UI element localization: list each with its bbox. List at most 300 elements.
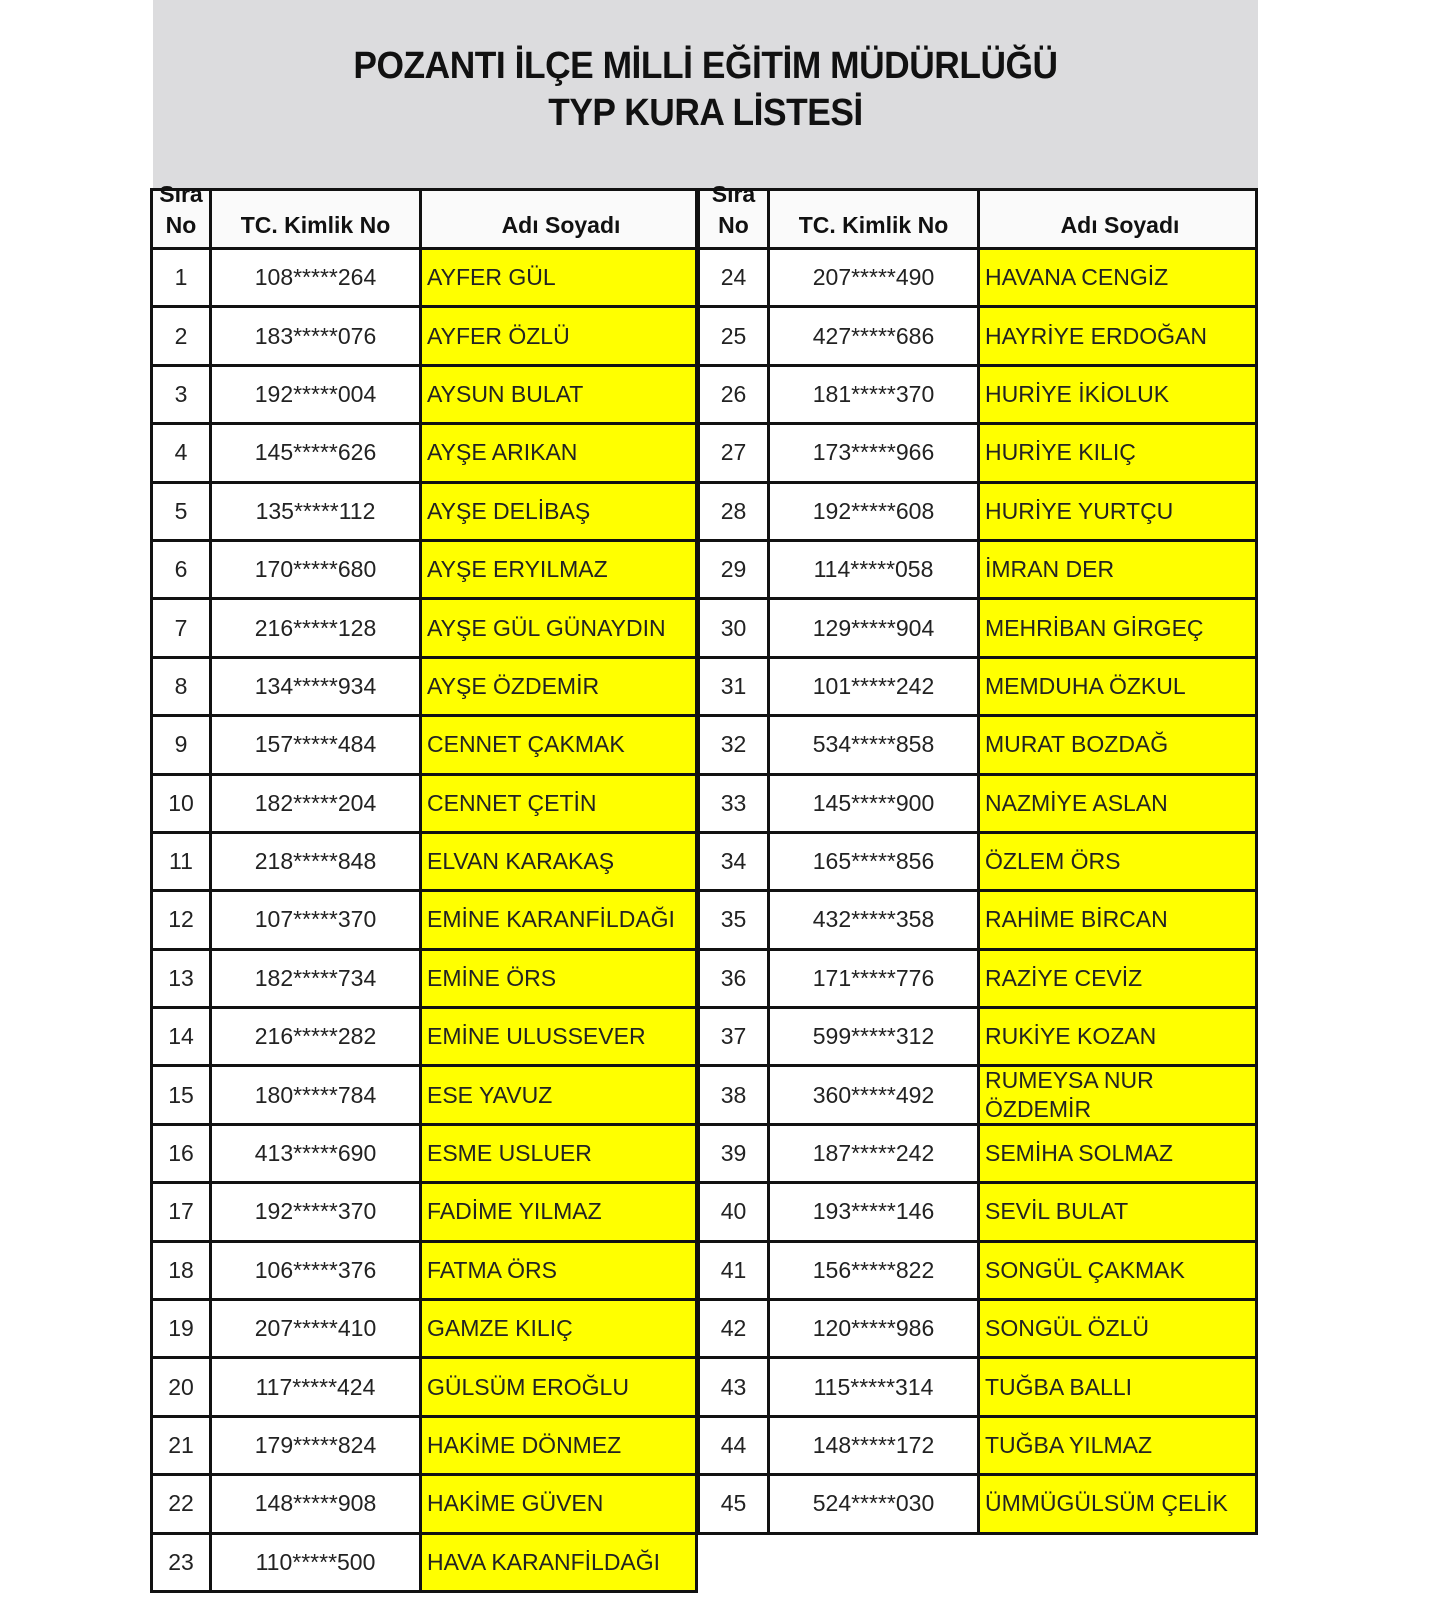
cell-adi-soyadi-text: MURAT BOZDAĞ <box>985 731 1169 758</box>
cell-adi-soyadi <box>422 951 698 1006</box>
cell-tc-kimlik-no-text: 134*****934 <box>254 672 377 699</box>
cell-tc-kimlik-no-text: 145*****900 <box>812 789 935 816</box>
column-header-sira-no <box>150 181 212 247</box>
cell-adi-soyadi <box>980 484 1258 539</box>
cell-tc-kimlik-no <box>212 717 422 772</box>
cell-adi-soyadi <box>422 834 698 889</box>
cell-sira-no-text: 30 <box>720 614 747 641</box>
cell-tc-kimlik-no <box>212 1418 422 1473</box>
cell-tc-kimlik-no <box>212 1126 422 1181</box>
cell-sira-no <box>697 542 770 597</box>
table-row <box>150 1243 698 1301</box>
cell-adi-soyadi <box>980 659 1258 714</box>
cell-adi-soyadi <box>422 367 698 422</box>
cell-tc-kimlik-no-text: 173*****966 <box>812 439 935 466</box>
table-row <box>150 367 698 425</box>
cell-sira-no-text: 3 <box>174 380 188 407</box>
table-row <box>150 659 698 717</box>
cell-tc-kimlik-no-text: 107*****370 <box>254 906 377 933</box>
header-sira-line2: No <box>718 212 749 238</box>
cell-sira-no-text: 42 <box>720 1315 747 1342</box>
cell-adi-soyadi <box>980 951 1258 1006</box>
cell-sira-no-text: 43 <box>720 1373 747 1400</box>
cell-adi-soyadi <box>422 1126 698 1181</box>
cell-adi-soyadi <box>422 1359 698 1414</box>
cell-tc-kimlik-no-text: 207*****410 <box>254 1315 377 1342</box>
cell-sira-no <box>150 892 212 947</box>
cell-adi-soyadi-text: HAKİME DÖNMEZ <box>427 1432 622 1458</box>
cell-tc-kimlik-no <box>212 308 422 363</box>
cell-sira-no <box>150 1243 212 1298</box>
cell-adi-soyadi-text: CENNET ÇETİN <box>427 789 597 816</box>
cell-adi-soyadi <box>980 776 1258 831</box>
document-header <box>153 0 1258 188</box>
cell-sira-no-text: 13 <box>168 964 194 991</box>
cell-adi-soyadi <box>980 1301 1258 1356</box>
cell-tc-kimlik-no-text: 165*****856 <box>812 848 935 875</box>
cell-tc-kimlik-no <box>212 542 422 597</box>
cell-tc-kimlik-no-text: 117*****424 <box>255 1373 376 1400</box>
cell-tc-kimlik-no <box>770 834 980 889</box>
cell-sira-no-text: 28 <box>720 497 747 524</box>
cell-adi-soyadi <box>980 892 1258 947</box>
cell-adi-soyadi <box>980 600 1258 655</box>
cell-tc-kimlik-no-text: 183*****076 <box>254 322 377 349</box>
cell-tc-kimlik-no <box>770 1126 980 1181</box>
cell-adi-soyadi-text: HAKİME GÜVEN <box>427 1490 604 1517</box>
cell-adi-soyadi-text: HAVANA CENGİZ <box>985 264 1169 291</box>
table-row <box>150 484 698 542</box>
cell-adi-soyadi <box>980 425 1258 480</box>
cell-tc-kimlik-no-text: 218*****848 <box>254 848 377 875</box>
table-row <box>150 425 698 483</box>
cell-adi-soyadi-text: RAZİYE CEVİZ <box>985 964 1143 991</box>
cell-tc-kimlik-no-text: 181*****370 <box>812 380 935 407</box>
cell-tc-kimlik-no-text: 216*****282 <box>254 1023 377 1050</box>
cell-adi-soyadi-text: NAZMİYE ASLAN <box>985 789 1168 816</box>
cell-tc-kimlik-no <box>212 367 422 422</box>
cell-sira-no <box>697 1184 770 1239</box>
cell-sira-no-text: 37 <box>720 1023 747 1050</box>
cell-tc-kimlik-no <box>770 250 980 305</box>
cell-sira-no-text: 19 <box>168 1315 194 1342</box>
document-title: POZANTI İLÇE MİLLİ EĞİTİM MÜDÜRLÜĞÜ <box>353 45 1058 87</box>
cell-adi-soyadi-text: SEVİL BULAT <box>985 1198 1129 1225</box>
cell-sira-no-text: 26 <box>720 380 747 407</box>
cell-tc-kimlik-no-text: 192*****608 <box>812 497 935 524</box>
cell-sira-no <box>150 425 212 480</box>
cell-tc-kimlik-no-text: 524*****030 <box>812 1490 935 1517</box>
cell-tc-kimlik-no-text: 108*****264 <box>254 264 377 291</box>
cell-adi-soyadi-text: HURİYE YURTÇU <box>985 497 1174 524</box>
cell-adi-soyadi-text: ÜMMÜGÜLSÜM ÇELİK <box>985 1490 1228 1517</box>
cell-tc-kimlik-no-text: 192*****004 <box>254 380 377 407</box>
cell-sira-no-text: 17 <box>168 1198 194 1225</box>
cell-adi-soyadi-text: SONGÜL ÖZLÜ <box>985 1315 1150 1342</box>
cell-adi-soyadi <box>980 250 1258 305</box>
cell-adi-soyadi-text: GAMZE KILIÇ <box>427 1315 573 1342</box>
table-row <box>697 484 1258 542</box>
table-row <box>697 600 1258 658</box>
cell-sira-no <box>150 600 212 655</box>
cell-sira-no-text: 1 <box>174 264 188 291</box>
cell-tc-kimlik-no <box>770 1067 980 1122</box>
cell-tc-kimlik-no <box>770 425 980 480</box>
cell-adi-soyadi <box>980 542 1258 597</box>
cell-sira-no <box>697 1243 770 1298</box>
cell-adi-soyadi-text: RUMEYSA NUR ÖZDEMİR <box>985 1067 1154 1123</box>
cell-sira-no-text: 9 <box>174 731 188 758</box>
cell-sira-no-text: 31 <box>720 672 747 699</box>
cell-sira-no-text: 10 <box>168 789 194 816</box>
cell-adi-soyadi <box>980 1067 1258 1122</box>
cell-adi-soyadi-text: RUKİYE KOZAN <box>985 1023 1157 1050</box>
cell-adi-soyadi-text: TUĞBA BALLI <box>985 1373 1133 1400</box>
cell-adi-soyadi <box>422 250 698 305</box>
cell-sira-no-text: 15 <box>168 1081 194 1108</box>
table-row <box>697 834 1258 892</box>
table-row <box>697 1067 1258 1125</box>
cell-adi-soyadi-text: AYŞE ÖZDEMİR <box>427 672 600 699</box>
cell-tc-kimlik-no-text: 192*****370 <box>254 1198 377 1225</box>
cell-tc-kimlik-no-text: 413*****690 <box>254 1140 377 1167</box>
header-sira-line1: Sıra <box>159 181 203 207</box>
cell-tc-kimlik-no-text: 110*****500 <box>255 1548 376 1575</box>
cell-adi-soyadi-text: AYŞE GÜL GÜNAYDIN <box>427 614 666 641</box>
cell-tc-kimlik-no <box>212 659 422 714</box>
cell-tc-kimlik-no-text: 180*****784 <box>254 1081 377 1108</box>
cell-adi-soyadi-text: HURİYE İKİOLUK <box>985 380 1170 407</box>
cell-tc-kimlik-no <box>212 484 422 539</box>
column-header-name: Adı Soyadı <box>422 191 698 247</box>
table-row <box>150 542 698 600</box>
cell-adi-soyadi <box>422 542 698 597</box>
cell-tc-kimlik-no-text: 170*****680 <box>254 556 377 583</box>
cell-adi-soyadi-text: ÖZLEM ÖRS <box>985 848 1121 875</box>
table-row <box>697 542 1258 600</box>
lottery-table-left <box>150 181 698 1593</box>
table-row <box>150 1476 698 1534</box>
cell-tc-kimlik-no-text: 427*****686 <box>812 322 935 349</box>
cell-adi-soyadi-text: FADİME YILMAZ <box>427 1198 602 1225</box>
cell-sira-no <box>697 834 770 889</box>
cell-adi-soyadi <box>422 308 698 363</box>
cell-tc-kimlik-no-text: 129*****904 <box>812 614 935 641</box>
cell-sira-no-text: 18 <box>168 1256 194 1283</box>
cell-tc-kimlik-no-text: 171*****776 <box>812 964 935 991</box>
cell-tc-kimlik-no <box>212 892 422 947</box>
cell-tc-kimlik-no <box>770 484 980 539</box>
cell-sira-no-text: 25 <box>720 322 747 349</box>
cell-tc-kimlik-no-text: 148*****172 <box>812 1432 935 1458</box>
table-row <box>150 250 698 308</box>
cell-adi-soyadi <box>980 1476 1258 1531</box>
cell-adi-soyadi-text: EMİNE ÖRS <box>427 964 557 991</box>
cell-tc-kimlik-no <box>770 1359 980 1414</box>
cell-adi-soyadi <box>422 425 698 480</box>
table-row <box>150 308 698 366</box>
cell-sira-no <box>150 250 212 305</box>
cell-tc-kimlik-no <box>212 834 422 889</box>
cell-sira-no <box>150 717 212 772</box>
cell-adi-soyadi <box>980 367 1258 422</box>
cell-sira-no <box>697 367 770 422</box>
cell-tc-kimlik-no-text: 114*****058 <box>813 556 934 583</box>
cell-sira-no <box>150 1476 212 1531</box>
cell-tc-kimlik-no <box>212 250 422 305</box>
cell-tc-kimlik-no <box>212 776 422 831</box>
cell-sira-no-text: 14 <box>168 1023 194 1050</box>
cell-tc-kimlik-no <box>212 1535 422 1590</box>
cell-sira-no-text: 34 <box>720 848 747 875</box>
cell-tc-kimlik-no <box>770 308 980 363</box>
cell-sira-no-text: 36 <box>720 964 747 991</box>
cell-sira-no <box>150 1418 212 1473</box>
cell-adi-soyadi <box>422 1476 698 1531</box>
cell-sira-no <box>697 776 770 831</box>
cell-adi-soyadi-text: AYFER GÜL <box>427 264 556 291</box>
table-row <box>150 1301 698 1359</box>
cell-tc-kimlik-no <box>770 542 980 597</box>
table-row <box>697 951 1258 1009</box>
table-row <box>150 1535 698 1593</box>
cell-adi-soyadi <box>980 1418 1258 1473</box>
cell-adi-soyadi-text: SEMİHA SOLMAZ <box>985 1140 1173 1167</box>
cell-adi-soyadi <box>980 1126 1258 1181</box>
cell-tc-kimlik-no-text: 534*****858 <box>812 731 935 758</box>
cell-sira-no-text: 5 <box>174 497 188 524</box>
cell-sira-no-text: 27 <box>720 439 747 466</box>
table-row <box>150 1184 698 1242</box>
cell-sira-no <box>697 308 770 363</box>
table-row <box>697 1126 1258 1184</box>
cell-adi-soyadi <box>422 1184 698 1239</box>
column-header-name: Adı Soyadı <box>980 191 1258 247</box>
cell-sira-no <box>150 484 212 539</box>
cell-sira-no-text: 38 <box>720 1081 747 1108</box>
cell-sira-no-text: 33 <box>720 789 747 816</box>
cell-tc-kimlik-no <box>212 951 422 1006</box>
cell-sira-no <box>150 776 212 831</box>
cell-sira-no <box>150 1184 212 1239</box>
cell-adi-soyadi-text: AYŞE ERYILMAZ <box>427 556 608 583</box>
table-row <box>697 1301 1258 1359</box>
table-row <box>697 776 1258 834</box>
cell-sira-no <box>697 951 770 1006</box>
cell-tc-kimlik-no <box>770 717 980 772</box>
column-header-tc: TC. Kimlik No <box>770 191 980 247</box>
cell-tc-kimlik-no-text: 432*****358 <box>812 906 935 933</box>
cell-adi-soyadi-text: FATMA ÖRS <box>427 1256 557 1283</box>
cell-adi-soyadi <box>422 1009 698 1064</box>
cell-adi-soyadi-text: AYFER ÖZLÜ <box>427 322 570 349</box>
cell-sira-no-text: 32 <box>720 731 747 758</box>
cell-tc-kimlik-no <box>770 892 980 947</box>
table-row <box>150 1126 698 1184</box>
cell-tc-kimlik-no <box>212 1067 422 1122</box>
table-row <box>697 659 1258 717</box>
cell-adi-soyadi <box>422 717 698 772</box>
cell-tc-kimlik-no <box>770 1243 980 1298</box>
cell-sira-no <box>150 834 212 889</box>
cell-sira-no <box>150 308 212 363</box>
cell-sira-no-text: 8 <box>174 672 188 699</box>
cell-adi-soyadi <box>422 1301 698 1356</box>
cell-tc-kimlik-no <box>770 776 980 831</box>
cell-tc-kimlik-no-text: 207*****490 <box>812 264 935 291</box>
table-row <box>697 250 1258 308</box>
table-row <box>697 367 1258 425</box>
cell-tc-kimlik-no-text: 157*****484 <box>254 731 377 758</box>
cell-sira-no-text: 23 <box>168 1548 194 1575</box>
cell-tc-kimlik-no-text: 182*****734 <box>254 964 377 991</box>
table-row <box>150 717 698 775</box>
table-row <box>697 1184 1258 1242</box>
cell-sira-no-text: 16 <box>168 1140 194 1167</box>
cell-sira-no-text: 44 <box>720 1432 747 1458</box>
cell-tc-kimlik-no-text: 360*****492 <box>812 1081 935 1108</box>
cell-adi-soyadi-text: ESME USLUER <box>427 1140 592 1167</box>
cell-sira-no-text: 20 <box>168 1373 194 1400</box>
table-row <box>150 892 698 950</box>
cell-sira-no <box>697 1067 770 1122</box>
cell-tc-kimlik-no-text: 187*****242 <box>812 1140 935 1167</box>
cell-adi-soyadi <box>980 1359 1258 1414</box>
table-row <box>697 892 1258 950</box>
cell-adi-soyadi <box>422 600 698 655</box>
cell-sira-no-text: 22 <box>168 1490 194 1517</box>
cell-adi-soyadi-text: AYSUN BULAT <box>427 380 584 407</box>
cell-sira-no <box>697 425 770 480</box>
cell-adi-soyadi <box>422 1067 698 1122</box>
cell-sira-no <box>150 1535 212 1590</box>
table-row <box>697 1243 1258 1301</box>
cell-adi-soyadi <box>980 1243 1258 1298</box>
cell-adi-soyadi-text: GÜLSÜM EROĞLU <box>427 1373 629 1400</box>
cell-tc-kimlik-no <box>212 1301 422 1356</box>
cell-sira-no-text: 39 <box>720 1140 747 1167</box>
cell-sira-no <box>150 542 212 597</box>
cell-adi-soyadi-text: HAVA KARANFİLDAĞI <box>427 1548 661 1575</box>
cell-sira-no <box>150 1009 212 1064</box>
table-row <box>150 776 698 834</box>
cell-adi-soyadi-text: TUĞBA YILMAZ <box>985 1432 1153 1458</box>
cell-adi-soyadi <box>422 776 698 831</box>
cell-sira-no <box>697 600 770 655</box>
table-header-row <box>697 181 1258 250</box>
cell-sira-no-text: 45 <box>720 1490 747 1517</box>
column-header-sira-no <box>697 181 770 247</box>
table-row <box>150 1359 698 1417</box>
cell-tc-kimlik-no <box>212 1243 422 1298</box>
cell-tc-kimlik-no-text: 115*****314 <box>813 1373 934 1400</box>
header-sira-line1: Sıra <box>711 181 756 207</box>
cell-adi-soyadi-text: EMİNE ULUSSEVER <box>427 1023 646 1050</box>
cell-sira-no-text: 21 <box>168 1432 194 1458</box>
cell-adi-soyadi <box>980 1184 1258 1239</box>
cell-adi-soyadi <box>422 892 698 947</box>
document-subtitle: TYP KURA LİSTESİ <box>548 92 863 134</box>
cell-tc-kimlik-no-text: 101*****242 <box>812 672 935 699</box>
cell-adi-soyadi-text: AYŞE DELİBAŞ <box>427 497 591 524</box>
cell-adi-soyadi-text: EMİNE KARANFİLDAĞI <box>427 906 675 933</box>
cell-sira-no <box>697 484 770 539</box>
cell-adi-soyadi-text: ESE YAVUZ <box>427 1081 553 1108</box>
cell-tc-kimlik-no <box>212 1184 422 1239</box>
cell-sira-no <box>150 1067 212 1122</box>
cell-sira-no <box>697 1476 770 1531</box>
cell-tc-kimlik-no <box>770 1418 980 1473</box>
cell-adi-soyadi <box>980 834 1258 889</box>
cell-tc-kimlik-no <box>770 951 980 1006</box>
cell-sira-no <box>697 659 770 714</box>
table-row <box>150 834 698 892</box>
cell-adi-soyadi <box>422 484 698 539</box>
table-row <box>150 1009 698 1067</box>
cell-sira-no-text: 2 <box>174 322 188 349</box>
cell-adi-soyadi <box>422 1243 698 1298</box>
cell-tc-kimlik-no <box>770 600 980 655</box>
cell-tc-kimlik-no-text: 120*****986 <box>812 1315 935 1342</box>
cell-tc-kimlik-no-text: 182*****204 <box>254 789 377 816</box>
cell-tc-kimlik-no <box>770 1184 980 1239</box>
table-row <box>697 1476 1258 1534</box>
cell-sira-no-text: 29 <box>720 556 747 583</box>
cell-sira-no <box>697 1126 770 1181</box>
cell-sira-no <box>150 1301 212 1356</box>
cell-tc-kimlik-no-text: 156*****822 <box>812 1256 935 1283</box>
cell-tc-kimlik-no-text: 599*****312 <box>812 1023 935 1050</box>
cell-tc-kimlik-no <box>770 659 980 714</box>
cell-sira-no <box>697 717 770 772</box>
cell-tc-kimlik-no <box>770 1476 980 1531</box>
cell-tc-kimlik-no-text: 148*****908 <box>254 1490 377 1517</box>
lottery-table-right <box>697 181 1258 1535</box>
cell-sira-no <box>697 892 770 947</box>
cell-adi-soyadi-text: HURİYE KILIÇ <box>985 439 1136 466</box>
cell-tc-kimlik-no-text: 135*****112 <box>255 497 376 524</box>
header-sira-line2: No <box>165 212 197 238</box>
cell-sira-no-text: 12 <box>168 906 194 933</box>
cell-sira-no-text: 41 <box>720 1256 747 1283</box>
cell-sira-no-text: 7 <box>174 614 188 641</box>
cell-sira-no-text: 11 <box>169 848 193 875</box>
table-row <box>150 1067 698 1125</box>
cell-sira-no-text: 24 <box>720 264 747 291</box>
table-row <box>697 425 1258 483</box>
cell-sira-no <box>697 250 770 305</box>
table-row <box>697 717 1258 775</box>
column-header-tc: TC. Kimlik No <box>212 191 422 247</box>
cell-sira-no <box>697 1418 770 1473</box>
table-row <box>150 600 698 658</box>
cell-adi-soyadi <box>980 308 1258 363</box>
cell-tc-kimlik-no-text: 179*****824 <box>254 1432 377 1458</box>
cell-adi-soyadi-text: ELVAN KARAKAŞ <box>427 848 615 875</box>
cell-tc-kimlik-no-text: 216*****128 <box>254 614 377 641</box>
cell-adi-soyadi-text: HAYRİYE ERDOĞAN <box>985 322 1207 349</box>
cell-tc-kimlik-no <box>212 1359 422 1414</box>
cell-adi-soyadi-text: MEMDUHA ÖZKUL <box>985 672 1186 699</box>
cell-sira-no <box>150 1126 212 1181</box>
cell-sira-no-text: 6 <box>174 556 188 583</box>
cell-sira-no-text: 40 <box>720 1198 747 1225</box>
table-row <box>697 1359 1258 1417</box>
cell-tc-kimlik-no <box>770 367 980 422</box>
cell-sira-no <box>697 1301 770 1356</box>
cell-adi-soyadi <box>422 1535 698 1590</box>
cell-sira-no-text: 35 <box>720 906 747 933</box>
